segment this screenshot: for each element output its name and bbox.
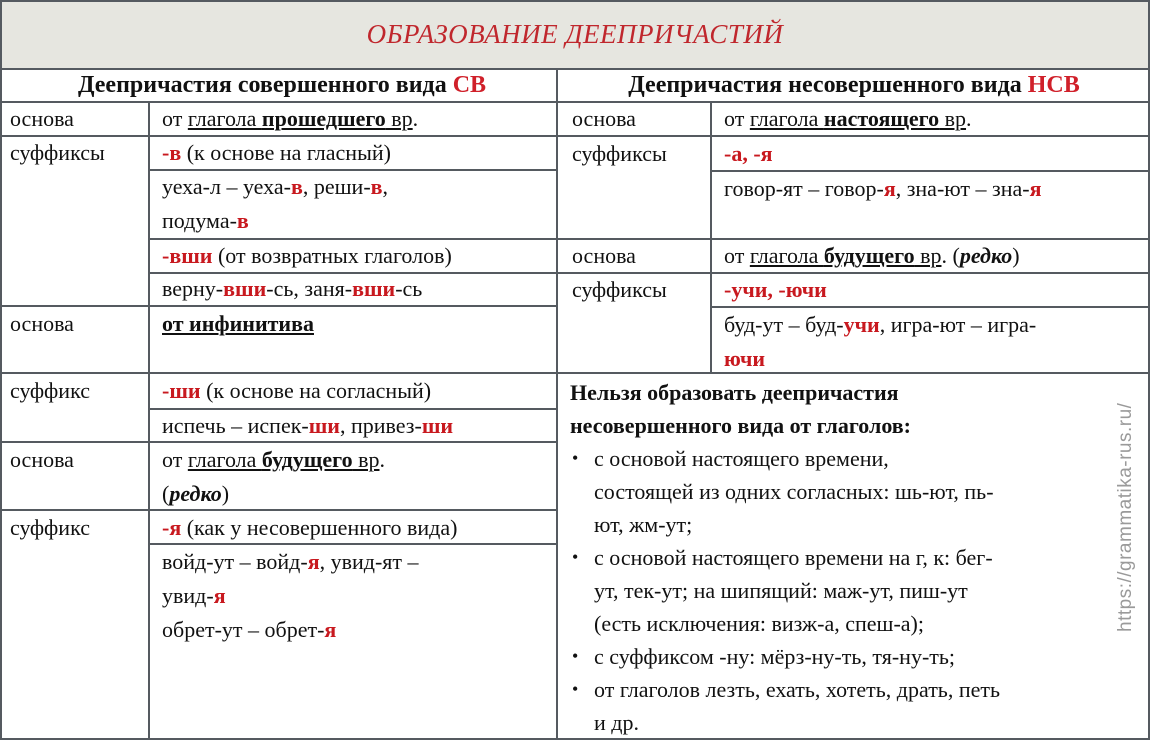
text-part: вр [939,106,967,131]
text-part: будущего [261,447,353,472]
text-part: обрет-ут – обрет- [162,617,325,642]
right-example-uchi [724,308,1036,376]
right-inner-divider [710,101,712,372]
suffix-mark: ши [308,413,340,438]
text-part: . [966,106,972,131]
text-part: ( [162,481,170,506]
item-line: от глаголов лезть, ехать, хотеть, драть, петь [594,677,1001,702]
text-part: от [724,106,750,131]
item-line: ют, жм-ут; [594,512,693,537]
suffix-mark: -вши [162,243,213,268]
left-osnova2-value: от инфинитива [162,311,314,336]
left-osnova3-label: основа [10,447,74,472]
bullet-icon: • [572,679,579,699]
left-suffix-shi [162,374,431,408]
text-part: испечь – испек- [162,413,309,438]
text-part: верну- [162,276,224,301]
suffix-mark: -ши [162,378,201,403]
text-part: вр [914,243,942,268]
page-title: ОБРАЗОВАНИЕ ДЕЕПРИЧАСТИЙ [366,19,784,49]
title-bar [2,2,1148,70]
left-inner-divider [148,101,150,738]
text-part: говор-ят – говор- [724,176,884,201]
suffix-mark: я [883,176,896,201]
suffix-mark: в [290,174,303,199]
item-line: и др. [594,710,639,735]
left-osnova-value [162,102,418,136]
restriction-list [570,442,1145,739]
left-suffix-v [162,136,391,170]
text-part: подума- [162,208,237,233]
suffix-mark: учи [843,312,880,337]
left-suffix3-label: суффикс [10,378,90,403]
left-suffix4-label: суффикс [10,515,90,540]
suffix-note: (к основе на согласный) [200,378,432,403]
restriction-block [570,376,1145,739]
suffix-mark: в [236,208,249,233]
list-item [570,442,1145,541]
right-suffixes-label: суффиксы [572,141,667,166]
list-item [570,541,1145,640]
text-part: -сь, заня- [266,276,353,301]
text-part: глагола [187,106,262,131]
suffix-mark: вши [223,276,267,301]
right-osnova-value [724,102,972,136]
item-line: ут, тек-ут; на шипящий: маж-ут, пиш-ут [594,578,968,603]
text-part: глагола [749,243,824,268]
list-item [570,673,1145,739]
left-suffix-ya [162,511,457,545]
right-header-text: Деепричастия несовершенного вида [628,72,1028,98]
item-line: с суффиксом -ну: мёрз-ну-ть, тя-ну-ть; [594,644,956,669]
left-example-vshi [162,272,422,306]
text-part: от [162,447,188,472]
bullet-icon: • [572,448,579,468]
text-part: от [724,243,750,268]
text-part: вр [385,106,413,131]
left-header-abbr: СВ [452,72,487,98]
left-example-ya [162,545,419,647]
right-suffix-uchi: -учи, -ючи [724,277,827,302]
text-part: . ( [941,243,960,268]
left-osnova-label: основа [10,106,74,131]
right-suffixes2-label: суффиксы [572,277,667,302]
text-part: будущего [823,243,915,268]
item-line: с основой настоящего времени, [594,446,889,471]
left-osnova3-value [162,443,385,511]
heading-line: несовершенного вида от глаголов: [570,413,912,438]
text-part: редко [169,481,222,506]
right-osnova-label: основа [572,106,636,131]
right-osnova2-value [724,239,1020,273]
suffix-mark: вши [352,276,396,301]
text-part: от [162,106,188,131]
left-suffix-vshi [162,239,452,273]
text-part: -сь [395,276,423,301]
text-part: настоящего [823,106,940,131]
text-part: уеха-л – уеха- [162,174,291,199]
suffix-mark: в [370,174,383,199]
suffix-mark: я [213,583,226,608]
suffix-mark: -в [162,140,182,165]
text-part: , реши- [302,174,371,199]
text-part: буд-ут – буд- [724,312,844,337]
text-part: , зна-ют – зна- [895,176,1030,201]
text-part: войд-ут – войд- [162,549,308,574]
text-part: глагола [749,106,824,131]
text-part: увид- [162,583,214,608]
suffix-mark: я [1029,176,1042,201]
restriction-heading [570,376,1145,442]
item-line: состоящей из одних согласных: шь-ют, пь- [594,479,994,504]
text-part: ) [221,481,230,506]
suffix-mark: ючи [724,346,766,371]
item-line: с основой настоящего времени на г, к: бег- [594,545,993,570]
item-line: (есть исключения: визж-а, спеш-а); [594,611,924,636]
suffix-note: (как у несовершенного вида) [181,515,458,540]
bullet-icon: • [572,646,579,666]
text-part: . [379,447,385,472]
suffix-mark: я [324,617,337,642]
left-example-v [162,170,388,238]
text-part: . [412,106,419,131]
bullet-icon: • [572,547,579,567]
left-example-shi [162,409,453,443]
right-example-a-ya [724,172,1042,206]
column-divider [556,68,558,738]
right-osnova2-label: основа [572,243,636,268]
text-part: глагола [187,447,262,472]
left-column-header [8,70,556,101]
suffix-mark: я [307,549,320,574]
left-header-text: Деепричастия совершенного вида [77,72,453,98]
suffix-mark: ши [421,413,454,438]
right-column-header [560,70,1148,101]
text-part: редко [959,243,1013,268]
text-part: вр [352,447,380,472]
text-part: , [382,174,389,199]
suffix-note: (от возвратных глаголов) [212,243,452,268]
watermark-url: https://grammatika-rus.ru/ [1115,402,1136,632]
text-part: , привез- [339,413,422,438]
text-part: , увид-ят – [319,549,419,574]
list-item [570,640,1145,673]
heading-line: Нельзя образовать деепричастия [570,380,899,405]
suffix-note: (к основе на гласный) [181,140,391,165]
left-osnova2-label: основа [10,311,74,336]
suffix-mark: -я [162,515,182,540]
right-header-abbr: НСВ [1027,72,1080,98]
left-suffixes-label: суффиксы [10,140,105,165]
text-part: , игра-ют – игра- [879,312,1037,337]
right-suffix-a-ya: -а, -я [724,141,773,166]
text-part: прошедшего [261,106,386,131]
text-part: ) [1012,243,1020,268]
